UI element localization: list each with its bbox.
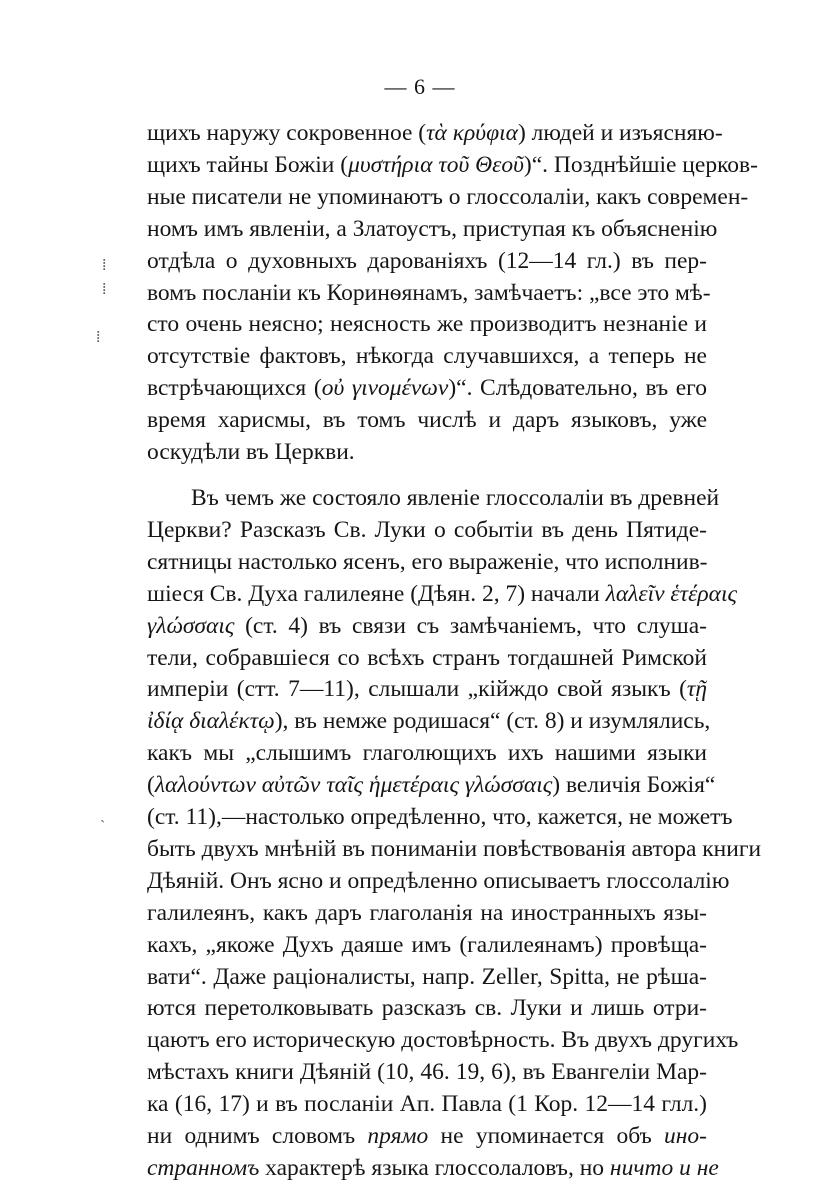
text-run: шіеся Св. Духа галилеяне (Дѣян. 2, 7) начали xyxy=(147,580,606,607)
italic-text: ничто и не xyxy=(609,1155,719,1181)
paragraph xyxy=(147,483,762,1185)
margin-mark: ⁞ xyxy=(102,281,107,298)
text-run: какъ мы „слышимъ глаголющихъ ихъ нашими языки xyxy=(147,740,707,767)
text-line xyxy=(147,1025,739,1057)
text-line xyxy=(147,962,707,994)
italic-text: μυστήρια τοῦ Θεοῦ xyxy=(348,151,524,178)
text-line xyxy=(147,579,738,611)
italic-text: ино- xyxy=(664,1123,707,1150)
text-run: (ст. 11),—настолько опредѣленно, что, кажется, не можетъ xyxy=(147,804,733,831)
text-line xyxy=(147,993,707,1025)
text-run: мѣстахъ книги Дѣяній (10, 46. 19, 6), въ Евангеліи Мар- xyxy=(147,1059,707,1086)
text-line xyxy=(147,547,707,579)
text-run: ( xyxy=(147,772,155,799)
text-run: оскудѣли въ Церкви. xyxy=(147,439,355,466)
text-line xyxy=(147,214,718,246)
text-line xyxy=(147,770,716,802)
text-run: вати“. Даже раціоналисты, напр. Zeller, Spitta, не рѣша- xyxy=(147,963,707,990)
text-run: ) людей и изъясняю- xyxy=(517,120,723,146)
text-run: )“. Слѣдовательно, въ его xyxy=(448,375,707,402)
text-run: кахъ, „якоже Духъ даяше имъ (галилеянамъ) провѣща- xyxy=(147,931,707,958)
text-run: отсутствіе фактовъ, нѣкогда случавшихся, а теперь не xyxy=(147,343,707,370)
page-number: — 6 — xyxy=(384,74,456,99)
text-line xyxy=(147,278,711,310)
text-line xyxy=(147,118,723,150)
text-line xyxy=(147,437,707,469)
text-run: щихъ наружу сокровенное ( xyxy=(147,120,427,146)
paragraph xyxy=(147,118,758,469)
text-run: ные писатели не упоминаютъ о глоссолаліи, какъ современ- xyxy=(147,183,749,210)
text-run: отдѣла о духовныхъ дарованіяхъ (12—14 гл.) въ пер- xyxy=(147,247,707,274)
italic-text: λαλεῖν ἑτέραις xyxy=(605,580,738,607)
text-line xyxy=(147,930,707,962)
italic-text: τῇ xyxy=(686,676,707,703)
text-run: характерѣ языка глоссолаловъ, но xyxy=(259,1155,610,1181)
text-line xyxy=(147,182,749,214)
text-run: время харисмы, въ томъ числѣ и даръ языковъ, уже xyxy=(147,407,707,434)
text-run: щихъ тайны Божіи ( xyxy=(147,151,349,178)
text-run: ни однимъ словомъ xyxy=(147,1123,368,1150)
text-run: ются перетолковывать разсказъ св. Луки и лишь отри- xyxy=(147,995,707,1022)
text-line xyxy=(147,1121,707,1153)
text-line xyxy=(147,150,758,182)
text-run: цаютъ его историческую достовѣрность. Въ двухъ другихъ xyxy=(147,1027,739,1054)
text-run: Дѣяній. Онъ ясно и опредѣленно описываетъ глоссолалію xyxy=(147,867,730,894)
italic-text: οὐ γινομένων xyxy=(321,375,449,402)
text-run: встрѣчающихся ( xyxy=(147,375,322,402)
text-run: ка (16, 17) и въ посланіи Ап. Павла (1 Кор. 12—14 глл.) xyxy=(147,1091,707,1118)
text-run: быть двухъ мнѣній въ пониманіи повѣствованія автора книги xyxy=(147,835,762,862)
text-run: сто очень неясно; неясность же производитъ незнаніе и xyxy=(147,311,707,338)
text-run: сятницы настолько ясенъ, его выраженіе, что исполнив- xyxy=(147,548,708,575)
text-line xyxy=(147,246,707,278)
margin-mark: ⁞ xyxy=(102,257,107,274)
text-run: вомъ посланіи къ Коринѳянамъ, замѣчаетъ: „все это мѣ- xyxy=(147,279,711,306)
text-line xyxy=(147,706,711,738)
italic-text: ἰδίᾳ διαλέκτῳ xyxy=(147,708,275,735)
text-line xyxy=(147,1089,707,1121)
text-run: Церкви? Разсказъ Св. Луки о событіи въ день Пятиде- xyxy=(147,516,707,543)
italic-text: странномъ xyxy=(147,1155,260,1181)
italic-text: τὰ κρύφια xyxy=(426,120,518,146)
text-run: галилеянъ, какъ даръ глаголанія на иностранныхъ язы- xyxy=(147,899,707,926)
text-line xyxy=(147,1153,719,1185)
text-line xyxy=(147,643,707,675)
text-line xyxy=(147,866,730,898)
text-line xyxy=(147,802,733,834)
text-run: Въ чемъ же состояло явленіе глоссолаліи въ древней xyxy=(191,484,720,511)
text-run: не упоминается объ xyxy=(428,1123,665,1150)
text-run: тели, собравшіеся со всѣхъ странъ тогдашней Римской xyxy=(147,644,707,671)
text-run: (ст. 4) въ связи съ замѣчаніемъ, что слуша- xyxy=(234,612,707,639)
text-line xyxy=(147,373,707,405)
text-line xyxy=(147,674,707,706)
text-line xyxy=(147,834,762,866)
text-line xyxy=(147,738,707,770)
text-line xyxy=(147,405,707,437)
text-run: )“. Позднѣйшіе церков- xyxy=(523,151,758,178)
text-line xyxy=(147,898,707,930)
text-line xyxy=(147,309,707,341)
text-line xyxy=(147,515,707,547)
margin-mark: ⁞ xyxy=(96,329,101,346)
text-run: имперіи (стт. 7—11), слышали „кійждо свой языкъ ( xyxy=(147,676,687,703)
text-line xyxy=(147,483,720,515)
text-line xyxy=(147,341,707,373)
text-run: ) величія Божія“ xyxy=(552,772,716,799)
text-run: номъ имъ явленіи, а Златоустъ, приступая къ объясненію xyxy=(147,215,718,242)
italic-text: λαλούντων αὐτῶν ταῖς ἡμετέραις γλώσσαις xyxy=(154,772,553,799)
italic-text: прямо xyxy=(367,1123,429,1150)
italic-text: γλώσσαις xyxy=(147,612,235,639)
text-line xyxy=(147,1057,707,1089)
body-text xyxy=(147,118,762,1185)
text-line xyxy=(147,611,707,643)
text-run: ), въ немже родишася“ (ст. 8) и изумлялись, xyxy=(274,708,711,735)
margin-mark: ˴ xyxy=(100,811,106,828)
